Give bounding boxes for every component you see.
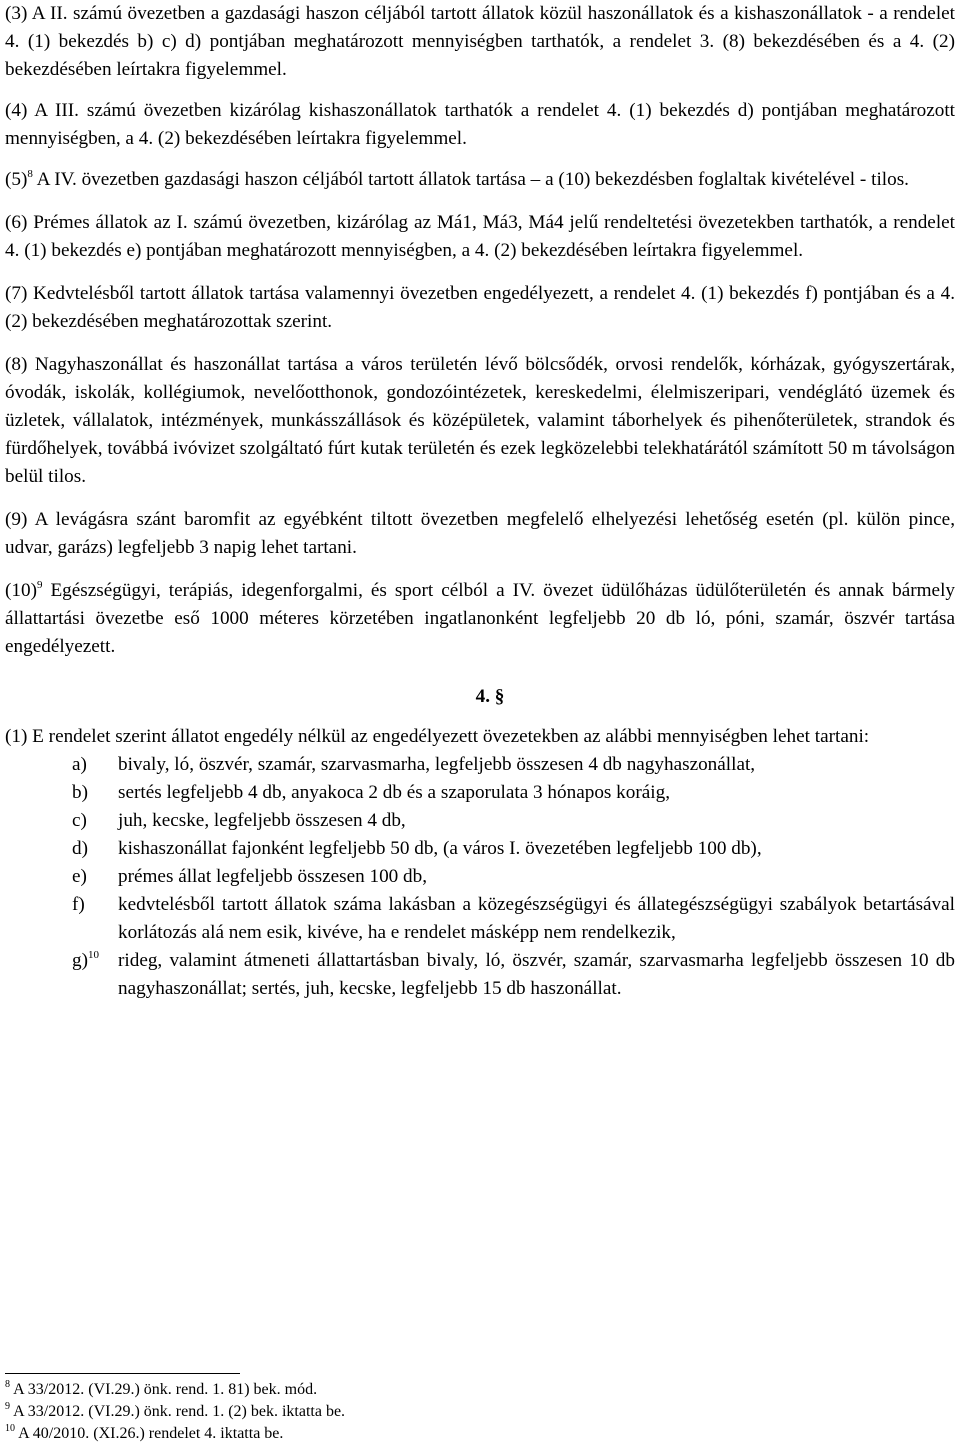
paragraph-text: (3) A II. számú övezetben a gazdasági haszon céljából tartott állatok közül haszonállatok és a kishaszonállatok - a rendelet 4. (1) bekezdés b) c) d) pontjában meghatározott mennyiségben tarthatók, a rendelet 3. (8) bekezdésében és a 4. (2) bekezdésében leírtakra figyelemmel.	[5, 3, 955, 80]
paragraph-4	[5, 97, 955, 153]
footnote-ref[interactable]: 10	[87, 948, 99, 961]
paragraph-6	[5, 209, 955, 265]
paragraph-text: (7) Kedvtelésből tartott állatok tartása valamennyi övezetben engedélyezett, a rendelet 4. (1) bekezdés f) pontjában és a 4. (2) bekezdésében meghatározottak szerint.	[5, 283, 955, 332]
list-item-label: b)	[72, 782, 88, 803]
list-item-text: kishaszonállat fajonként legfeljebb 50 db, (a város I. övezetében legfeljebb 100 db),	[118, 838, 762, 859]
list-item-label: d)	[72, 838, 88, 859]
footnote-text: A 40/2010. (XI.26.) rendelet 4. iktatta be.	[18, 1425, 284, 1442]
paragraph-text: A IV. övezetben gazdasági haszon céljából tartott állatok tartása – a (10) bekezdésben foglaltak kivételével - tilos.	[32, 169, 909, 190]
paragraph-number: (5)	[5, 169, 28, 190]
list-item-text: juh, kecske, legfeljebb összesen 4 db,	[118, 810, 406, 831]
footnote-number: 8	[5, 1378, 10, 1390]
footnote	[5, 1401, 955, 1423]
footnote	[5, 1423, 955, 1445]
list-item	[5, 779, 955, 807]
paragraph-text: Egészségügyi, terápiás, idegenforgalmi, és sport célból a IV. övezet üdülőházas üdülőterületén és annak bármely állattartási övezetbe eső 1000 méteres körzetében ingatlanonként legfeljebb 20 db ló, póni, szamár, öszvér tartása engedélyezett.	[5, 580, 955, 657]
section-heading	[5, 683, 955, 711]
paragraph-9	[5, 506, 955, 562]
list-item-text: bivaly, ló, öszvér, szamár, szarvasmarha, legfeljebb összesen 4 db nagyhaszonállat,	[118, 754, 756, 775]
list-item-label: e)	[72, 866, 87, 887]
footnote-text: A 33/2012. (VI.29.) önk. rend. 1. 81) bek. mód.	[13, 1381, 318, 1398]
paragraph-text: (4) A III. számú övezetben kizárólag kishaszonállatok tarthatók a rendelet 4. (1) bekezdés d) pontjában meghatározott mennyiségben, a 4. (2) bekezdésében leírtakra figyelemmel.	[5, 100, 955, 149]
footnote-divider	[5, 1373, 240, 1374]
list-item-text: sertés legfeljebb 4 db, anyakoca 2 db és a szaporulata 3 hónapos koráig,	[118, 782, 670, 803]
section-sign-icon: §	[494, 686, 505, 707]
allowed-quantities-list	[5, 751, 955, 1003]
list-item	[5, 947, 955, 1003]
list-item	[5, 863, 955, 891]
paragraph-text: (6) Prémes állatok az I. számú övezetben, kizárólag az Má1, Má3, Má4 jelű rendeltetési övezetekben tarthatók, a rendelet 4. (1) bekezdés e) pontjában meghatározott mennyiségben, a 4. (2) bekezdésében leírtakra figyelemmel.	[5, 212, 955, 261]
list-item-label: c)	[72, 810, 87, 831]
paragraph-8	[5, 351, 955, 491]
paragraph-7	[5, 280, 955, 336]
list-item-label: f)	[72, 894, 85, 915]
list-item-text: prémes állat legfeljebb összesen 100 db,	[118, 866, 428, 887]
footnote-ref[interactable]: 9	[36, 578, 43, 591]
list-item-label: a)	[72, 754, 87, 775]
list-item	[5, 835, 955, 863]
footnote-number: 9	[5, 1400, 10, 1412]
list-item-text: kedvtelésből tartott állatok száma lakásban a közegészségügyi és állategészségügyi szabályok betartásával korlátozás alá nem esik, kivéve, ha e rendelet másképp nem rendelkezik,	[118, 894, 955, 943]
list-item	[5, 807, 955, 835]
paragraph-text: (9) A levágásra szánt baromfit az egyébként tiltott övezetben megfelelő elhelyezési lehetőség esetén (pl. külön pince, udvar, garázs) legfeljebb 3 napig lehet tartani.	[5, 509, 955, 558]
list-item-label: g)$^{10}$	[72, 948, 99, 971]
footnote-number: 10	[5, 1422, 15, 1434]
list-item	[5, 751, 955, 779]
footnote-text: A 33/2012. (VI.29.) önk. rend. 1. (2) bek. iktatta be.	[13, 1403, 346, 1420]
footnotes	[5, 1373, 955, 1445]
paragraph-number: (10)	[5, 580, 37, 601]
footnote-ref[interactable]: 8	[27, 167, 33, 180]
paragraph-text: (1) E rendelet szerint állatot engedély nélkül az engedélyezett övezetekben az alábbi mennyiségben lehet tartani:	[5, 726, 870, 747]
paragraph-3	[5, 0, 955, 84]
footnote	[5, 1379, 955, 1401]
section-number: 4.	[475, 686, 490, 707]
section-intro	[5, 723, 955, 751]
paragraph-5	[5, 166, 955, 194]
list-item-text: rideg, valamint átmeneti állattartásban bivaly, ló, öszvér, szamár, szarvasmarha legfeljebb összesen 10 db nagyhaszonállat; sertés, juh, kecske, legfeljebb 15 db haszonállat.	[118, 950, 955, 999]
paragraph-text: (8) Nagyhaszonállat és haszonállat tartása a város területén lévő bölcsődék, orvosi rendelők, kórházak, gyógyszertárak, óvodák, iskolák, kollégiumok, nevelőotthonok, gondozóintézetek, kereskedelmi, élelmiszeripari, vendéglátó üzemek és üzletek, vállalatok, intézmények, munkásszállások és középületek, valamint táborhelyek és pihenőterületek, strandok és fürdőhelyek, továbbá ivóvizet szolgáltató fúrt kutak területén és ezek legközelebbi telekhatárától számított 50 m távolságon belül tilos.	[5, 354, 955, 487]
paragraph-10	[5, 577, 955, 661]
list-item	[5, 891, 955, 947]
